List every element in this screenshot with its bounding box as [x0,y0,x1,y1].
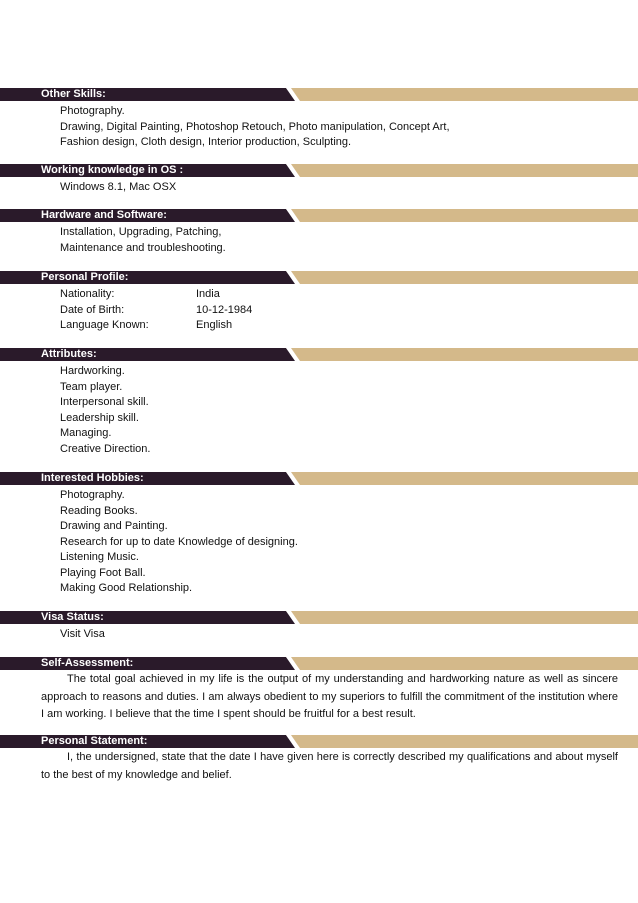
list-item: Maintenance and troubleshooting. [60,241,226,254]
list-item: Hardworking. [60,365,125,377]
section-personal-statement [0,735,638,784]
list-item: Photography. [60,489,125,501]
list-item: Fashion design, Cloth design, Interior production, Sculpting. [60,136,352,148]
list-item: Making Good Relationship. [60,582,193,594]
section-header-bar [0,735,638,748]
list-item: Managing. [60,427,112,439]
list-item: Playing Foot Ball. [60,566,146,579]
section-title: Visa Status: [41,611,104,623]
paragraph-text: I, the undersigned, state that the date I have given here is correctly described my qualifications and about myself to the best of my knowledge and belief. [41,751,618,781]
list-item: Leadership skill. [60,411,139,424]
section-header-bar [0,88,638,101]
personal-statement-paragraph [0,748,638,784]
section-header-bar [0,657,638,670]
profile-label: Date of Birth: [60,303,125,316]
profile-value: 10-12-1984 [196,303,253,316]
section-title: Interested Hobbies: [41,472,144,484]
profile-label: Nationality: [60,288,115,300]
section-title: Working knowledge in OS : [41,164,184,176]
section-self-assessment [0,657,638,724]
list-item: Research for up to date Knowledge of designing. [60,535,298,548]
profile-value: English [196,319,233,331]
list-item: Visit Visa [60,628,105,640]
section-title: Attributes: [41,348,97,360]
list-item: Reading Books. [60,504,138,517]
list-item: Creative Direction. [60,442,151,455]
list-item: Installation, Upgrading, Patching, [60,226,222,238]
section-os [0,164,638,196]
section-title: Self-Assessment: [41,657,134,669]
section-header-bar [0,209,638,222]
profile-row [0,318,638,334]
section-hobbies [0,472,638,597]
section-hardware [0,209,638,256]
section-title: Personal Profile: [41,271,129,283]
list-item: Drawing and Painting. [60,520,168,532]
list-item: Drawing, Digital Painting, Photoshop Retouch, Photo manipulation, Concept Art, [60,120,450,133]
section-header-bar [0,472,638,485]
list-item: Interpersonal skill. [60,396,149,408]
section-visa [0,611,638,643]
list-item: Windows 8.1, Mac OSX [60,181,177,193]
paragraph-text: The total goal achieved in my life is the output of my understanding and hardworking nature as well as sincere approach to reasons and duties. I am always obedient to my superiors to fulfill the commitment of the institution where I am working. I believe that the time I spent should be fruitful for a best result. [41,673,618,720]
section-title: Other Skills: [41,88,106,100]
section-attributes [0,348,638,457]
section-header-bar [0,348,638,361]
section-header-bar [0,611,638,624]
self-assessment-paragraph [0,670,638,724]
section-other-skills [0,88,638,151]
section-header-bar [0,271,638,284]
profile-row [0,303,638,319]
list-item: Photography. [60,105,125,117]
list-item: Team player. [60,380,123,393]
section-title: Hardware and Software: [41,209,167,221]
section-header-bar [0,164,638,177]
section-personal-profile [0,271,638,334]
section-title: Personal Statement: [41,735,148,747]
profile-label: Language Known: [60,319,149,331]
profile-value: India [196,288,220,300]
list-item: Listening Music. [60,551,139,563]
profile-row [0,287,638,303]
